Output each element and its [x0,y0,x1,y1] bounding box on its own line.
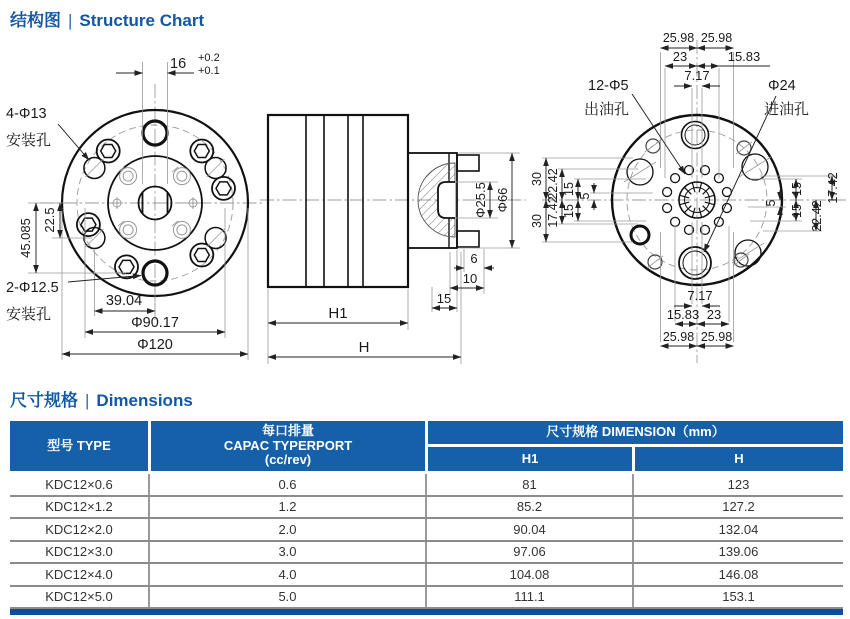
table-body [10,474,843,609]
dim-bot-2598a: 25.98 [662,330,695,344]
label-2xd125: 2-Φ12.5 [6,280,59,296]
dim-left-2242: 22.42 [546,168,560,200]
cell-h1: 111.1 [427,587,634,608]
header-h1: H1 [428,447,632,471]
header-capacity-en: CAPAC TYPERPORT [223,437,353,453]
dim-top-2598a: 25.98 [662,31,695,45]
dim-15: 15 [436,291,452,306]
dim-16-tol-lower: +0.1 [198,65,220,77]
dim-bot-717: 7.17 [687,288,713,303]
dim-120: Φ120 [137,337,173,353]
dim-top-2598b: 25.98 [700,31,733,45]
cell-h1: 85.2 [427,497,634,518]
dim-top-717: 7.17 [684,68,710,83]
heading-separator: | [68,11,73,30]
dim-h: H [358,339,370,356]
cell-type: KDC12×2.0 [10,519,150,540]
cell-h1: 81 [427,474,634,495]
dimensions-heading-zh: 尺寸规格 [10,391,78,410]
dim-top-1583: 15.83 [727,49,761,64]
cell-h: 132.04 [718,521,759,537]
header-capacity-zh: 每口排量 [261,423,314,439]
cell-h: 146.08 [718,566,759,582]
cell-capacity: 3.0 [150,542,427,563]
cell-h1: 90.04 [427,519,634,540]
dim-6: 6 [470,251,478,266]
cell-capacity: 0.6 [150,474,427,495]
dimensions-table [10,421,843,615]
dim-right-2242: 22.42 [810,200,824,232]
structure-chart-heading [10,6,204,31]
rear-view-drawing [528,28,850,375]
structure-heading-en: Structure Chart [79,11,205,30]
header-capacity [151,421,425,471]
cell-type: KDC12×1.2 [10,497,150,518]
table-row [10,587,843,610]
cell-capacity: 2.0 [150,519,427,540]
dim-16: 16 [170,56,187,72]
dim-bot-23: 23 [706,307,722,322]
dim-bot-2598b: 25.98 [700,330,733,344]
table-header [10,421,843,471]
side-view-drawing [258,82,548,377]
cell-capacity: 5.0 [150,587,427,608]
header-capacity-unit: (cc/rev) [264,452,312,468]
cell-h: 153.1 [722,589,755,605]
dim-d255: Φ25.5 [473,182,488,218]
table-bottom-bar [10,609,843,615]
dim-h1: H1 [328,305,348,322]
cell-type: KDC12×0.6 [10,474,150,495]
table-row [10,542,843,565]
table-row [10,497,843,520]
cell-type: KDC12×5.0 [10,587,150,608]
cell-h: 139.06 [718,544,759,560]
dim-45085: 45.085 [18,218,33,258]
header-dimension: 尺寸规格 DIMENSION（mm） [428,421,843,444]
dim-3904: 39.04 [105,293,143,309]
dimensions-heading [10,386,193,411]
front-view-drawing [4,32,266,377]
label-4xd13: 4-Φ13 [6,106,47,122]
cell-capacity: 1.2 [150,497,427,518]
dim-d66: Φ66 [495,187,510,213]
dim-225: 22.5 [42,207,57,233]
cell-type: KDC12×4.0 [10,564,150,585]
structure-heading-zh: 结构图 [10,11,61,30]
dim-16-tol-upper: +0.2 [198,52,220,64]
label-inlet: Φ24 [768,78,796,94]
table-row [10,519,843,542]
cell-h: 127.2 [722,499,755,515]
dim-left-30b: 30 [530,214,544,228]
cell-h1: 104.08 [427,564,634,585]
label-outlet-sub: 出油孔 [584,101,630,118]
cell-type: KDC12×3.0 [10,542,150,563]
dim-right-5: 5 [764,199,778,207]
dim-right-1742: 17.42 [826,172,840,204]
dim-left-30t: 30 [530,172,544,186]
dimensions-heading-en: Dimensions [96,391,193,410]
label-4xd13-sub: 安装孔 [6,132,52,149]
dim-9017: Φ90.17 [131,315,179,331]
side-view-dimensions [268,153,512,357]
table-row [10,564,843,587]
table-row [10,474,843,497]
dim-right-15t: 15 [790,182,804,196]
dim-bot-1583: 15.83 [666,307,700,322]
dim-top-23: 23 [672,49,688,64]
dim-right-15b: 15 [790,204,804,218]
cell-h1: 97.06 [427,542,634,563]
dim-left-1742: 17.42 [546,196,560,228]
label-inlet-sub: 进油孔 [764,101,810,118]
dim-left-5: 5 [578,192,592,200]
dim-left-15b: 15 [562,204,576,218]
header-dimension-group [428,421,843,471]
dim-left-15t: 15 [562,182,576,196]
heading-separator: | [85,391,90,410]
header-type: 型号 TYPE [10,421,148,471]
cell-h: 123 [727,476,750,492]
front-view-geometry [40,84,264,320]
header-h: H [635,447,843,471]
cell-capacity: 4.0 [150,564,427,585]
label-outlet: 12-Φ5 [588,78,629,94]
dim-10: 10 [462,271,478,286]
label-2xd125-sub: 安装孔 [6,306,52,323]
